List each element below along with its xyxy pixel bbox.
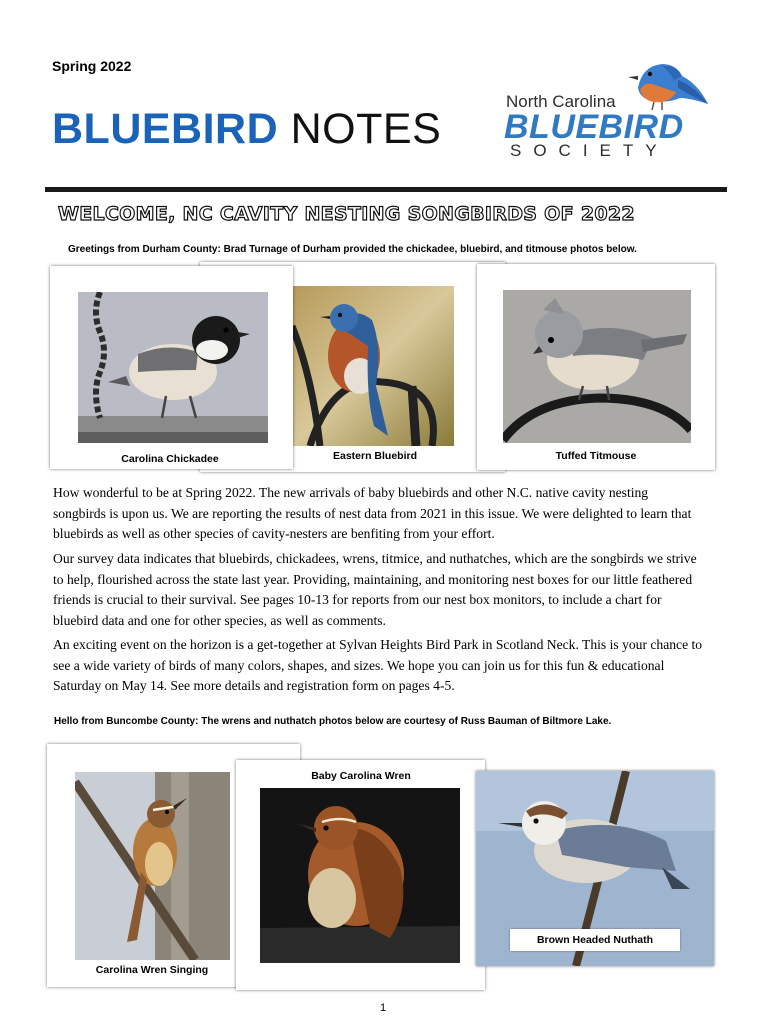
photo-card-baby-wren [236, 760, 485, 990]
newsletter-title [52, 105, 442, 153]
durham-greeting: Greetings from Durham County: Brad Turnage of Durham provided the chickadee, bluebird, and titmouse photos below. [68, 244, 637, 255]
photo-card-nuthatch [476, 771, 714, 966]
header-divider [45, 187, 727, 192]
photo-card-titmouse [477, 264, 715, 470]
logo-bluebird: BLUEBIRD [504, 108, 684, 146]
bluebird-photo-icon [292, 286, 454, 446]
photo-card-chickadee [50, 266, 293, 469]
issue-date: Spring 2022 [52, 58, 132, 74]
caption-eastern-bluebird: Eastern Bluebird [332, 450, 418, 462]
bluebird-logo-icon [618, 58, 710, 114]
caption-carolina-chickadee: Carolina Chickadee [121, 453, 219, 465]
welcome-heading: WELCOME, NC CAVITY NESTING SONGBIRDS OF 2022 [58, 203, 635, 225]
wren-singing-photo-icon [75, 772, 230, 960]
logo-society: SOCIETY [510, 141, 669, 160]
nc-bluebird-society-logo [500, 58, 710, 162]
page-number: 1 [380, 1002, 387, 1014]
paragraph-sylvan-heights-event: An exciting event on the horizon is a get-together at Sylvan Heights Bird Park in Scotland Neck. This is your chance to see a wide variety of birds of many colors, shapes, and sizes. We hope you can join us for this fun & educational Saturday on May 14. See more details and registration form on pages 4-5. [53, 637, 703, 693]
paragraph-spring-arrivals: How wonderful to be at Spring 2022. The new arrivals of baby bluebirds and other N.C. native cavity nesting songbirds is upon us. We are reporting the results of nest data from 2021 in this issue. We were delighted to learn that bluebirds as well as other species of cavity-nesters are benfiting from your effort. [53, 485, 692, 541]
logo-north-carolina: North Carolina [506, 92, 616, 111]
titmouse-photo-icon [503, 290, 691, 443]
paragraph-survey-data: Our survey data indicates that bluebirds, chickadees, wrens, titmice, and nuthatches, which are the songbirds we strive to help, flourished across the state last year. Providing, maintaining, and monitoring nest boxes for our little feathered friends is crucial to their survival. See pages 10-13 for reports from our nest box monitors, to include a chart for bluebird data and one for other species, as well as comments. [53, 551, 697, 628]
caption-brown-headed-nuthath: Brown Headed Nuthath [510, 929, 680, 951]
title-bluebird: BLUEBIRD [52, 105, 279, 153]
chickadee-photo-icon [78, 292, 268, 443]
caption-carolina-wren-singing: Carolina Wren Singing [95, 964, 209, 976]
caption-tuffed-titmouse: Tuffed Titmouse [555, 450, 637, 462]
caption-baby-carolina-wren: Baby Carolina Wren [311, 770, 411, 782]
title-notes: NOTES [290, 105, 442, 153]
buncombe-greeting: Hello from Buncombe County: The wrens and nuthatch photos below are courtesy of Russ Bauman of Biltmore Lake. [54, 716, 612, 727]
baby-wren-photo-icon [260, 788, 460, 963]
